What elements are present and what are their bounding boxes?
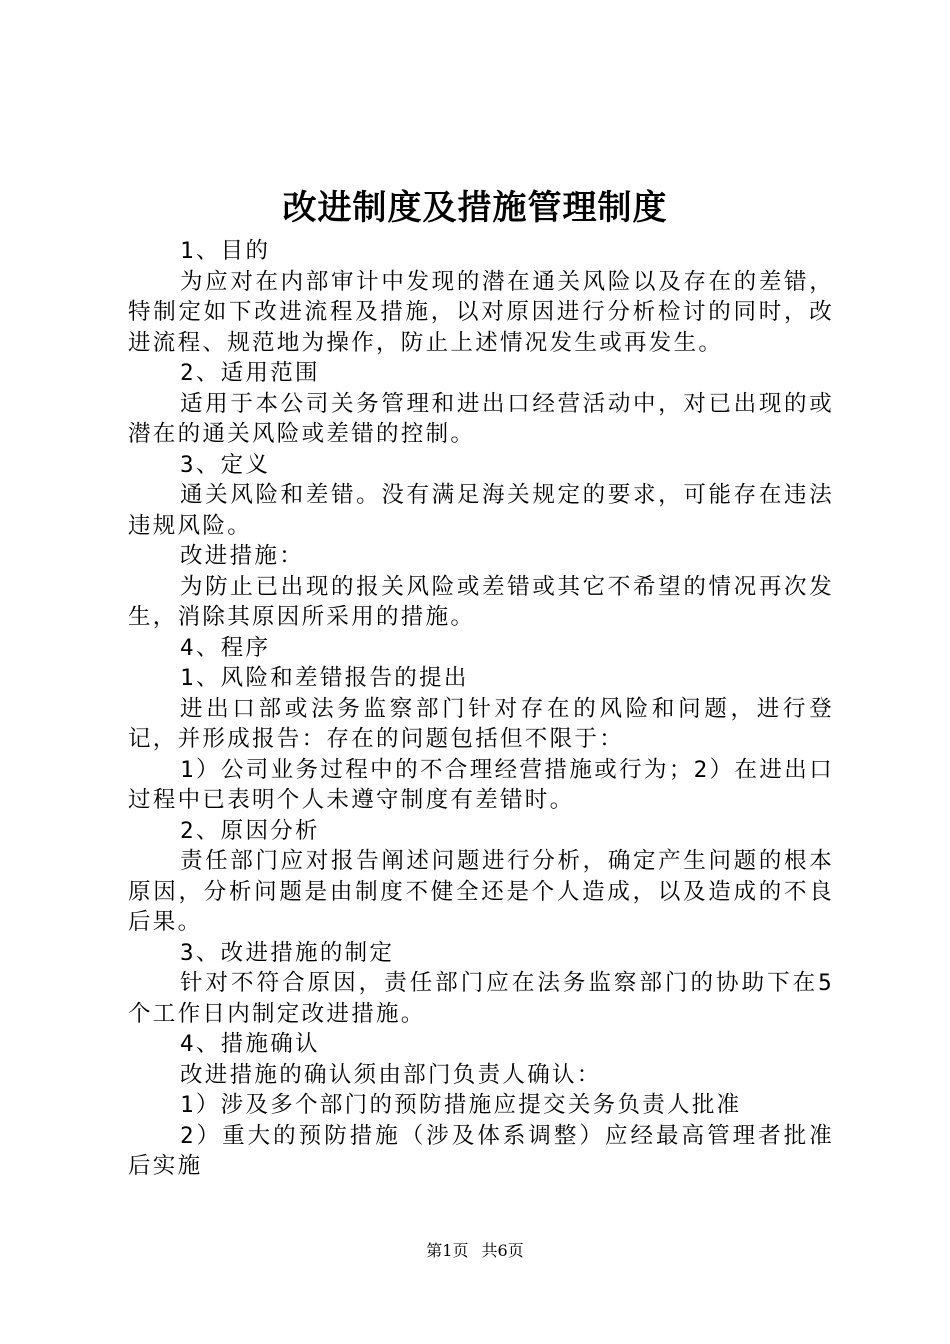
subheading-cause-analysis: 2、原因分析 xyxy=(180,817,320,844)
paragraph-measure-formulation: 针对不符合原因，责任部门应在法务监察部门的协助下在5个工作日内制定改进措施。 xyxy=(128,970,834,1027)
paragraph-scope: 适用于本公司关务管理和进出口经营活动中，对已出现的或潜在的通关风险或差错的控制。 xyxy=(128,390,834,447)
page-footer xyxy=(0,1240,950,1262)
page-number: 第1页 xyxy=(426,1241,469,1260)
paragraph-cause-analysis: 责任部门应对报告阐述问题进行分析，确定产生问题的根本原因，分析问题是由制度不健全还是个人造成，以及造成的不良后果。 xyxy=(128,848,834,935)
paragraph-definition-risk: 通关风险和差错。没有满足海关规定的要求，可能存在违法违规风险。 xyxy=(128,482,834,539)
section-heading-purpose: 1、目的 xyxy=(180,238,271,264)
paragraph-report: 进出口部或法务监察部门针对存在的风险和问题，进行登记，并形成报告：存在的问题包括但不限于： xyxy=(128,695,834,752)
page-total: 共6页 xyxy=(481,1241,524,1260)
paragraph-measure-confirmation: 改进措施的确认须由部门负责人确认： xyxy=(180,1061,602,1088)
section-heading-scope: 2、适用范围 xyxy=(180,360,320,386)
list-item-major-measures: 2）重大的预防措施（涉及体系调整）应经最高管理者批准后实施 xyxy=(128,1122,834,1179)
subheading-report: 1、风险和差错报告的提出 xyxy=(180,665,469,691)
document-title: 改进制度及措施管理制度 xyxy=(282,188,668,228)
paragraph-report-items: 1）公司业务过程中的不合理经营措施或行为；2）在进出口过程中已表明个人未遵守制度有差错时。 xyxy=(128,756,834,813)
term-improvement-measures: 改进措施： xyxy=(180,543,305,569)
subheading-measure-confirmation: 4、措施确认 xyxy=(180,1031,320,1057)
paragraph-purpose: 为应对在内部审计中发现的潜在通关风险以及存在的差错，特制定如下改进流程及措施，以对原因进行分析检讨的同时，改进流程、规范地为操作，防止上述情况发生或再发生。 xyxy=(128,268,834,356)
section-heading-procedure: 4、程序 xyxy=(180,634,271,661)
paragraph-definition-measures: 为防止已出现的报关风险或差错或其它不希望的情况再次发生，消除其原因所采用的措施。 xyxy=(128,573,834,630)
subheading-measure-formulation: 3、改进措施的制定 xyxy=(180,939,395,966)
list-item-multi-department: 1）涉及多个部门的预防措施应提交关务负责人批准 xyxy=(180,1092,742,1118)
document-body xyxy=(128,236,834,1182)
section-heading-definition: 3、定义 xyxy=(180,451,271,478)
